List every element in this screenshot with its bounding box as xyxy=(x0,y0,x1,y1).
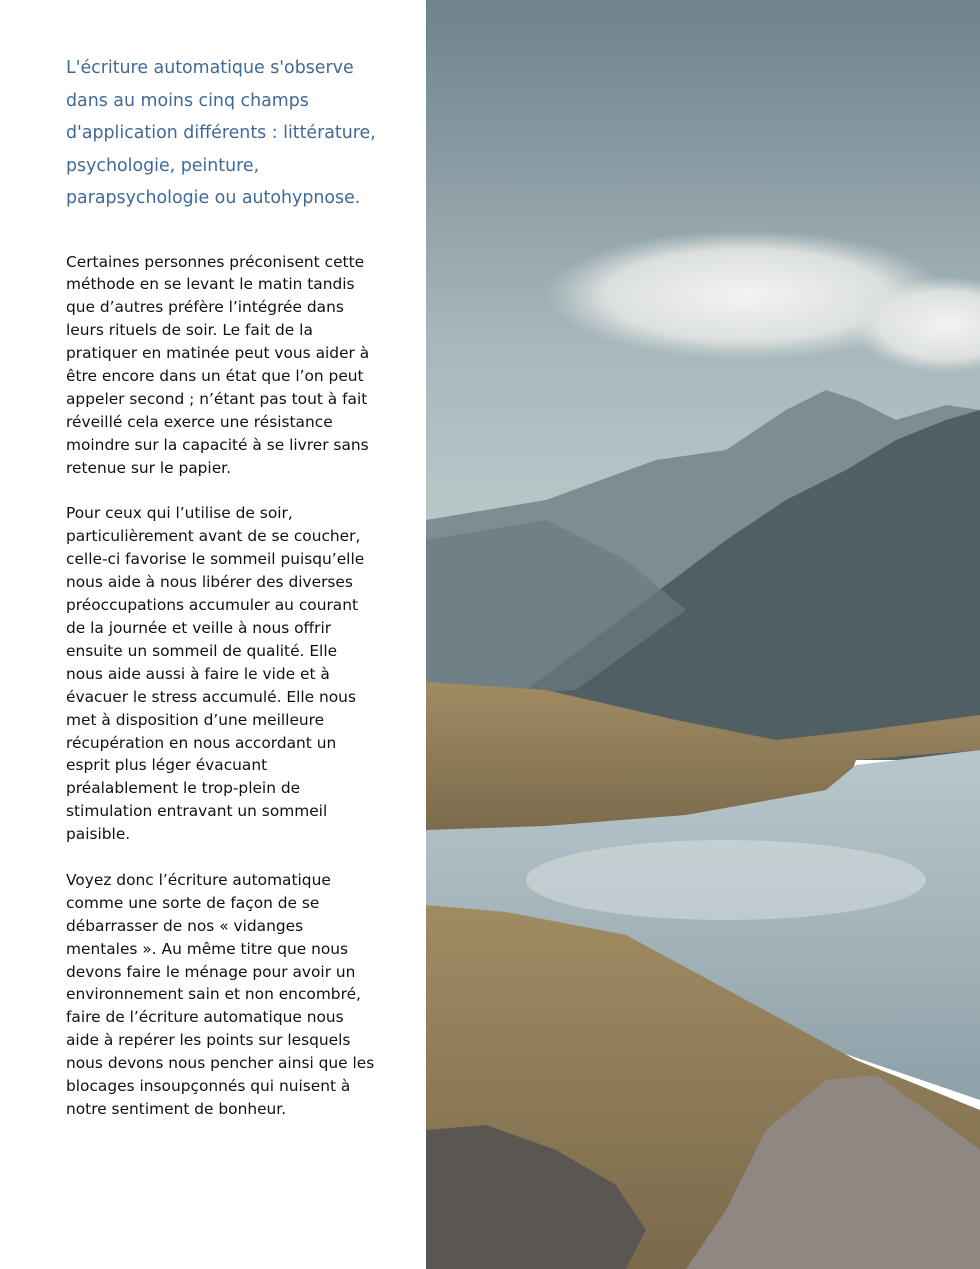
paragraph-morning: Certaines personnes préconisent cette méthode en se levant le matin tandis que d’autres préfère l’intégrée dans leurs rituels de soir. Le fait de la pratiquer en matinée peut vous aider à être encore dans un état que l’on peut appeler second ; n’étant pas tout à fait réveillé cela exerce une résistance moindre sur la capacité à se livrer sans retenue sur le papier. xyxy=(66,252,370,477)
mountain-lake-photo xyxy=(426,0,980,1269)
lake-reflection xyxy=(526,840,926,920)
text-column xyxy=(66,52,376,1144)
paragraph-evening: Pour ceux qui l’utilise de soir, particulièrement avant de se coucher, celle-ci favorise le sommeil puisqu’elle nous aide à nous libérer des diverses préoccupations accumuler au courant de la journée et veille à nous offrir ensuite un sommeil de qualité. Elle nous aide aussi à faire le vide et à évacuer le stress accumulé. Elle nous met à disposition d’une meilleure récupération en nous accordant un esprit plus léger évacuant préalablement le trop-plein de stimulation entravant un sommeil paisible. xyxy=(66,504,365,844)
intro-highlight: L'écriture automatique s'observe dans au moins cinq champs d'application différents : littérature, psychologie, peinture, parapsychologie ou autohypnose. xyxy=(66,58,376,208)
paragraph-mental-cleanup: Voyez donc l’écriture automatique comme une sorte de façon de se débarrasser de nos « vidanges mentales ». Au même titre que nous devons faire le ménage pour avoir un environnement sain et non encombré, faire de l’écriture automatique nous aide à repérer les points sur lesquels nous devons nous pencher ainsi que les blocages insoupçonnés qui nuisent à notre sentiment de bonheur. xyxy=(66,870,375,1118)
